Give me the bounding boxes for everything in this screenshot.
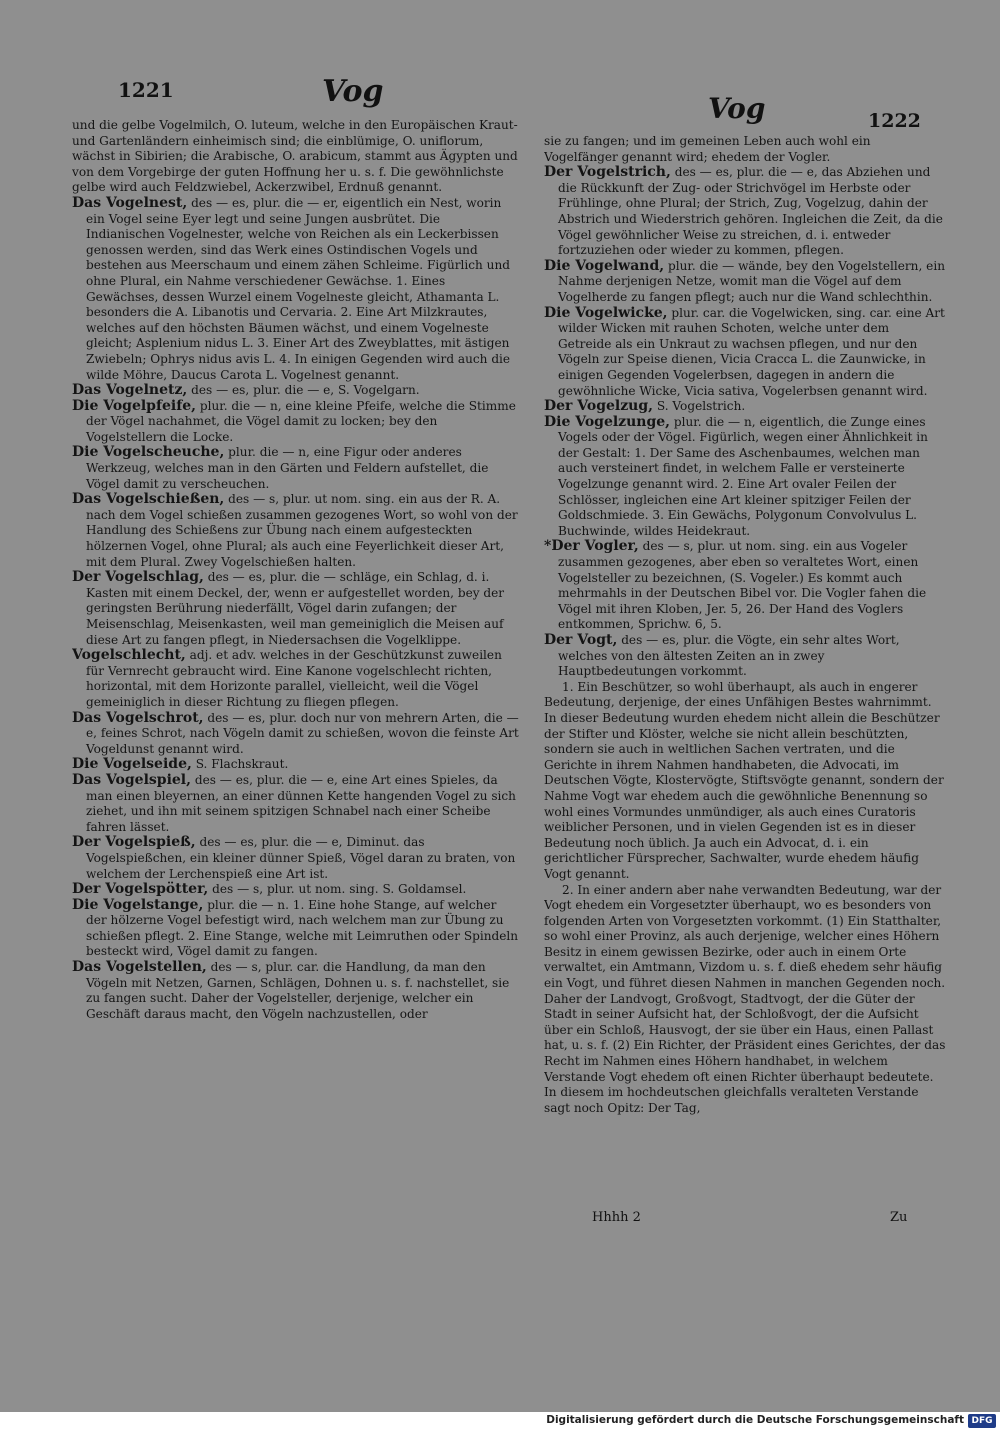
left-entry [72, 118, 520, 196]
headword: Die Vogelscheuche, [72, 444, 225, 461]
left-entry [72, 773, 520, 835]
running-head-right: Vog [708, 92, 766, 125]
entry-text: des — s, plur. ut nom. sing. S. Goldamsel. [208, 882, 467, 897]
headword: *Der Vogler, [544, 538, 639, 555]
entry-text: sie zu fangen; und im gemeinen Leben auch wohl ein Vogelfänger genannt wird; ehedem der Vogler. [544, 134, 871, 164]
left-entry [72, 570, 520, 648]
left-entry [72, 711, 520, 758]
left-entry [72, 492, 520, 570]
headword: Die Vogelseide, [72, 756, 192, 773]
right-column [544, 134, 946, 1189]
entry-text: des — es, plur. die — e, das Abziehen und die Rückkunft der Zug- oder Strichvögel im Herbste oder Frühlinge, ohne Plural; der Strich, Zug, Vogelzug, dahin der Abstrich und Wiederstrich gehören. Ingleichen die Zeit, da die Vögel gewöhnlicher Weise zu streichen, d. i. entweder fortzuziehen oder wieder zu kommen, pflegen. [558, 165, 943, 258]
headword: Vogelschlecht, [72, 647, 186, 664]
right-entry [544, 633, 946, 680]
left-entry [72, 383, 520, 399]
entry-text: S. Flachskraut. [191, 757, 289, 772]
headword: Das Vogelnetz, [72, 382, 188, 399]
left-entry [72, 882, 520, 898]
right-entry [544, 165, 946, 259]
right-entry [544, 259, 946, 306]
left-entry [72, 399, 520, 446]
entry-text: des — es, plur. die — schläge, ein Schlag, d. i. Kasten mit einem Deckel, der, wenn er aufgestellet worden, bey der geringsten Berührung niederfällt, Vögel darin zufangen; der Meisenschlag, Meisenkasten, weil man gemeiniglich die Meisen auf diese Art zu fangen pflegt, in Niedersachsen die Vogelklippe. [86, 570, 505, 647]
entry-text: des — s, plur. ut nom. sing. ein aus Vogeler zusammen gezogenes, aber eben so veraltetes Wort, einen Vogelsteller zu bezeichnen, (S. Vogeler.) Es kommt auch mehrmahls in der Deutschen Bibel vor. Die Vogler fahen die Vögel mit ihren Kloben, Jer. 5, 26. Der Hand des Voglers entkommen, Sprichw. 6, 5. [558, 539, 927, 632]
entry-text: plur. die — wände, bey den Vogelstellern, ein Nahme derjenigen Netze, womit man die Vögel auf dem Vogelherde zu fangen pflegt; auch nur die Wand schlechthin. [558, 258, 945, 304]
entry-text: des — s, plur. car. die Handlung, da man den Vögeln mit Netzen, Garnen, Schlägen, Dohnen u. s. f. nachstellet, sie zu fangen sucht. Daher der Vogelsteller, derjenige, welcher ein Geschäft daraus macht, den Vögeln nachzustellen, oder [86, 960, 510, 1021]
headword: Das Vogelnest, [72, 194, 188, 211]
entry-text: des — es, plur. die — e, S. Vogelgarn. [187, 383, 420, 398]
entry-text: adj. et adv. welches in der Geschützkunst zuweilen für Vernrecht gebraucht wird. Eine Kanone vogelschlecht richten, horizontal, mit dem Horizonte parallel, vielleicht, weil die Vögel gemeiniglich in dieser Richtung zu fliegen pflegen. [86, 648, 502, 709]
entry-text: plur. die — n, eigentlich, die Zunge eines Vogels oder der Vögel. Figürlich, wegen einer Ähnlichkeit in der Gestalt: 1. Der Same des Aschenbaumes, welchen man auch versteinert findet, in welchem Falle er versteinerte Vogelzunge genannt wird. 2. Eine Art ovaler Feilen der Schlösser, ingleichen eine Art kleiner spitziger Feilen der Goldschmiede. 3. Ein Gewächs, Polygonum Convolvulus L. Buchwinde, wildes Heidekraut. [558, 414, 928, 538]
entry-text: des — es, plur. die — er, eigentlich ein Nest, worin ein Vogel seine Eyer legt und seine Jungen ausbrütet. Die Indianischen Vogelnester, welche von Reichen als ein Leckerbissen genossen werden, sind das Werk eines Ostindischen Vogels und bestehen aus Meerschaum und einem zähen Schleime. Figürlich und ohne Plural, ein Nahme verschiedener Gewächse. 1. Eines Gewächses, dessen Wurzel einem Vogelneste gleicht, Athamanta L. besonders die A. Libanotis und Cervaria. 2. Eine Art Milzkrautes, welches auf den höchsten Bäumen wächst, und einem Vogelneste gleicht; Asplenium nidus L. 3. Einer Art des Zweyblattes, mit ästigen Zwiebeln; Ophrys nidus avis L. 4. In einigen Gegenden wird auch die wilde Möhre, Daucus Carota L. Vogelnest genannt. [86, 195, 511, 382]
headword: Die Vogelstange, [72, 896, 204, 913]
right-entry [544, 415, 946, 540]
left-entry [72, 196, 520, 383]
headword: Der Vogelstrich, [544, 164, 671, 181]
page-number-left: 1221 [118, 78, 174, 102]
headword: Der Vogelschlag, [72, 569, 204, 586]
funding-credit: Digitalisierung gefördert durch die Deutsche Forschungsgemeinschaft [546, 1414, 964, 1426]
left-entry [72, 835, 520, 882]
left-entry [72, 757, 520, 773]
headword: Der Vogelzug, [544, 398, 654, 415]
headword: Das Vogelschrot, [72, 709, 204, 726]
entry-text: des — s, plur. ut nom. sing. ein aus der R. A. nach dem Vogel schießen zusammen gezogenes Wort, so wohl von der Handlung des Schießens zur Übung nach einem aufgesteckten hölzernen Vogel, ohne Plural; als auch eine Feyerlichkeit dieser Art, mit dem Plural. Zwey Vogelschießen halten. [86, 492, 518, 569]
headword: Das Vogelspiel, [72, 771, 191, 788]
entry-text: 2. In einer andern aber nahe verwandten Bedeutung, war der Vogt ehedem ein Vorgesetzter überhaupt, wo es besonders von folgenden Arten von Vorgesetzten vorkommt. (1) Ein Statthalter, so wohl einer Provinz, als auch derjenige, welcher eines Höhern Besitz in einem gewissen Bezirke, oder auch in einem Orte verwaltet, ein Amtmann, Vizdom u. s. f. dieß ehedem sehr häufig ein Vogt, und führet diesen Nahmen in manchen Gegenden noch. Daher der Landvogt, Großvogt, Stadtvogt, der die Güter der Stadt in seiner Aufsicht hat, der Schloßvogt, der die Aufsicht über ein Schloß, Hausvogt, der sie über ein Haus, einen Pallast hat, u. s. f. (2) Ein Richter, der Präsident eines Gerichtes, der das Recht im Nahmen eines Höhern handhabet, in welchem Verstande Vogt ehedem oft einen Richter überhaupt bedeutete. In diesem im hochdeutschen gleichfalls veralteten Verstande sagt noch Opitz: Der Tag, [544, 882, 946, 1115]
entry-text: des — es, plur. die — e, eine Art eines Spieles, da man einen bleyernen, an einer dünnen Kette hangenden Vogel zu sich ziehet, und ihn mit seinem spitzigen Schnabel nach einer Scheibe fahren lässet. [86, 772, 516, 834]
right-entry [544, 883, 946, 1117]
dfg-logo: DFG [968, 1414, 996, 1428]
left-entry [72, 960, 520, 1022]
left-entry [72, 648, 520, 710]
headword: Das Vogelschießen, [72, 491, 225, 508]
headword: Der Vogelspötter, [72, 881, 209, 898]
right-entry [544, 399, 946, 415]
right-entry [544, 306, 946, 400]
entry-text: plur. die — n, eine Figur oder anderes Werkzeug, welches man in den Gärten und Feldern aufstellet, die Vögel damit zu verscheuchen. [86, 445, 489, 491]
headword: Die Vogelwand, [544, 257, 665, 274]
headword: Die Vogelzunge, [544, 413, 671, 430]
entry-text: plur. car. die Vogelwicken, sing. car. eine Art wilder Wicken mit rauhen Schoten, welche unter dem Getreide als ein Unkraut zu wachsen pflegen, und nur den Vögeln zur Speise dienen, Vicia Cracca L. die Zaunwicke, in einigen Gegenden Vogelerbsen, dagegen in andern die gewöhnliche Wicke, Vicia sativa, Vogelerbsen genannt wird. [558, 305, 945, 398]
signature-mark: Hhhh 2 [592, 1210, 641, 1225]
left-entry [72, 445, 520, 492]
headword: Die Vogelpfeife, [72, 397, 197, 414]
right-entry [544, 539, 946, 633]
left-column [72, 118, 520, 1218]
catchword: Zu [890, 1210, 908, 1225]
headword: Die Vogelwicke, [544, 304, 668, 321]
page-number-right: 1222 [868, 110, 921, 132]
entry-text: des — es, plur. doch nur von mehrern Arten, die — e, feines Schrot, nach Vögeln damit zu schießen, wovon die feinste Art Vogeldunst genannt wird. [86, 710, 519, 756]
headword: Der Vogelspieß, [72, 834, 196, 851]
entry-text: des — es, plur. die — e, Diminut. das Vogelspießchen, ein kleiner dünner Spieß, Vögel daran zu braten, von welchem der Lerchenspieß eine Art ist. [86, 835, 516, 881]
running-head-left: Vog [322, 74, 384, 109]
right-entry [544, 134, 946, 165]
headword: Das Vogelstellen, [72, 959, 207, 976]
entry-text: und die gelbe Vogelmilch, O. luteum, welche in den Europäischen Kraut- und Gartenländern einheimisch sind; die einblümige, O. uniflorum, wächst in Sibirien; die Arabische, O. arabicum, stammt aus Ägypten und von dem Vorgebirge der guten Hoffnung her u. s. f. Die gewöhnlichste gelbe wird auch Feldzwiebel, Ackerzwibel, Erdnuß genannt. [72, 118, 518, 195]
headword: Der Vogt, [544, 632, 618, 648]
entry-text: plur. die — n, eine kleine Pfeife, welche die Stimme der Vögel nachahmet, die Vögel damit zu locken; bey den Vogelstellern die Locke. [86, 398, 516, 444]
footer-bar [0, 1412, 1000, 1432]
entry-text: S. Vogelstrich. [653, 399, 746, 414]
right-entry [544, 680, 946, 883]
entry-text: plur. die — n. 1. Eine hohe Stange, auf welcher der hölzerne Vogel befestigt wird, nach welchem man zur Übung zu schießen pflegt. 2. Eine Stange, welche mit Leimruthen oder Spindeln besteckt wird, Vögel damit zu fangen. [86, 897, 519, 959]
entry-text: 1. Ein Beschützer, so wohl überhaupt, als auch in engerer Bedeutung, derjenige, der eines Unfähigen Bestes wahrnimmt. In dieser Bedeutung wurden ehedem nicht allein die Beschützer der Stifter und Klöster, welche sie nicht allein beschützten, sondern sie auch in weltlichen Sachen vertraten, und die Gerichte in ihrem Nahmen handhabeten, die Advocati, im Deutschen Vögte, Klostervögte, Stiftsvögte genannt, sondern der Nahme Vogt war ehedem auch die gewöhnliche Benennung so wohl eines Vormundes unmündiger, als auch eines Curatoris weiblicher Personen, und in vielen Gegenden ist es in dieser Bedeutung noch üblich. Ja auch ein Advocat, d. i. ein gerichtlicher Fürsprecher, Sachwalter, wurde ehedem häufig Vogt genannt. [544, 679, 944, 881]
entry-text: des — es, plur. die Vögte, ein sehr altes Wort, welches von den ältesten Zeiten an in zwey Hauptbedeutungen vorkommt. [558, 633, 900, 679]
left-entry [72, 898, 520, 960]
